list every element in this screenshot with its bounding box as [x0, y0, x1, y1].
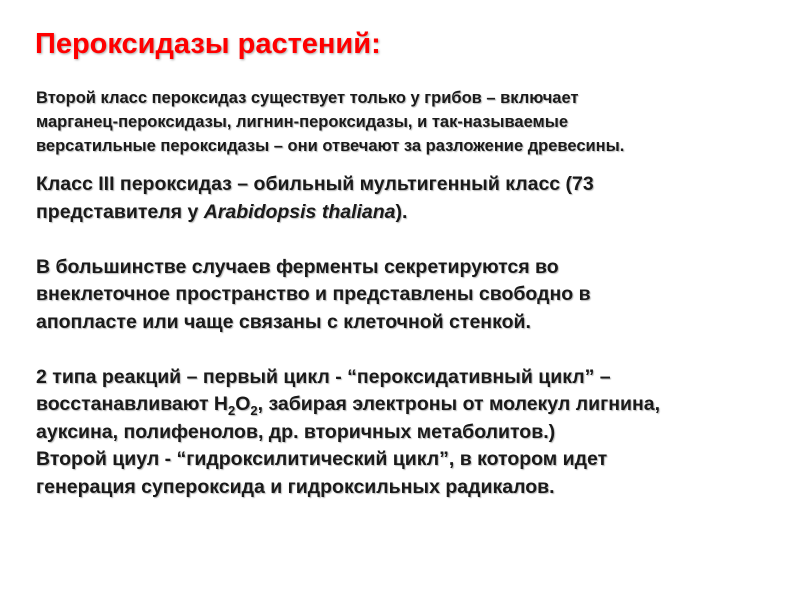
reactions-line-4: Второй циул - “гидроксилитический цикл”, в котором идет	[36, 448, 608, 470]
class3-line-2-pre: представителя у	[36, 200, 204, 223]
reactions-line-2-post: , забирая электроны от молекул лигнина,	[257, 393, 660, 415]
slide-title: Пероксидазы растений:	[35, 28, 381, 60]
reactions-line-5: генерация супероксида и гидроксильных радикалов.	[36, 475, 555, 498]
reactions-line-2-pre: восстанавливают H	[36, 393, 228, 415]
class3-line-2-post: ).	[395, 200, 408, 223]
intro-line-1: Второй класс пероксидаз существует только у грибов – включает	[36, 89, 579, 107]
oxygen-symbol: O	[235, 393, 251, 415]
body-text	[36, 171, 781, 501]
reactions-line-2	[36, 391, 781, 419]
h2o2-subscript-2: 2	[250, 403, 258, 418]
intro-line-3: версатильные пероксидазы – они отвечают за разложение древесины.	[36, 137, 625, 155]
secretion-line-2: внеклеточное пространство и представлены свободно в	[36, 283, 591, 305]
reactions-line-1: 2 типа реакций – первый цикл - “пероксидативный цикл” –	[36, 365, 611, 388]
secretion-line-3: апопласте или чаще связаны с клеточной стенкой.	[36, 310, 531, 333]
species-name: Arabidopsis thaliana	[203, 200, 396, 223]
h2o2-subscript-1: 2	[228, 403, 236, 418]
class3-line-1: Класс III пероксидаз – обильный мультигенный класс (73	[36, 173, 594, 195]
intro-line-2: марганец-пероксидазы, лигнин-пероксидазы, и так-называемые	[36, 113, 568, 131]
reactions-line-3: ауксина, полифенолов, др. вторичных метаболитов.)	[36, 420, 556, 443]
intro-paragraph	[36, 86, 776, 158]
paragraph-gap	[36, 226, 781, 254]
paragraph-gap	[36, 336, 781, 364]
secretion-line-1: В большинстве случаев ферменты секретируются во	[36, 255, 559, 278]
class3-line-2	[36, 199, 781, 227]
